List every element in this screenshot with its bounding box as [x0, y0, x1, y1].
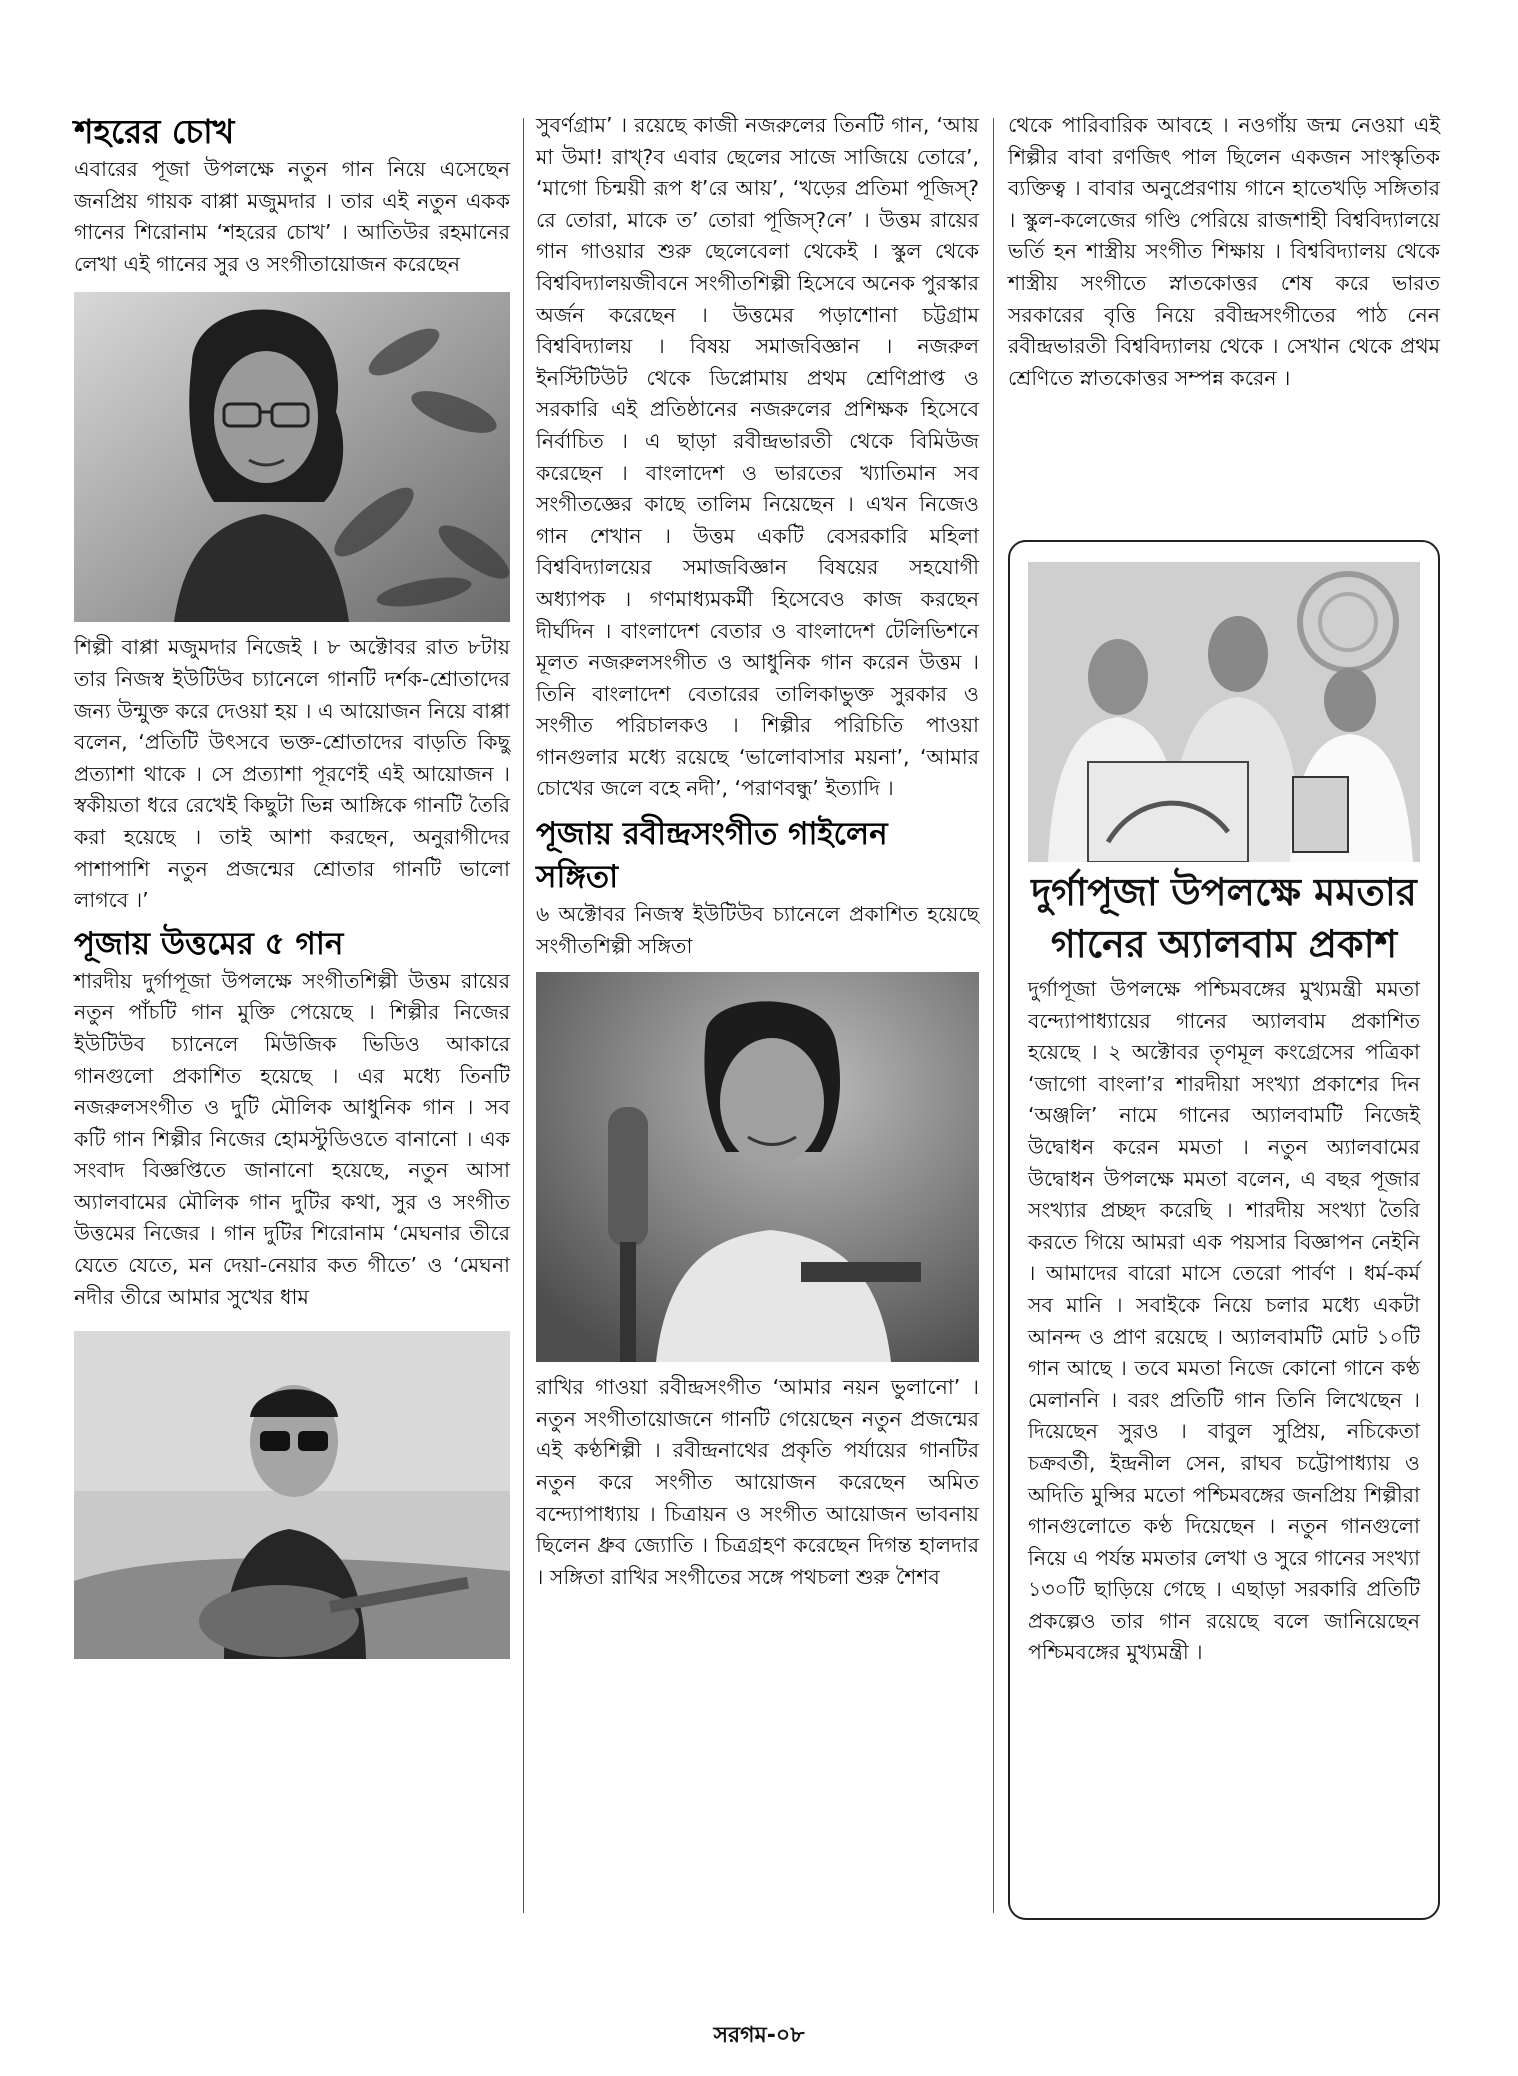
photo-uttam-roy: [74, 1331, 510, 1659]
article-paragraph: থেকে পারিবারিক আবহে । নওগাঁয় জন্ম নেওয়া এই শিল্পীর বাবা রণজিৎ পাল ছিলেন একজন সাংস্কৃতিক ব্যক্তিত্ব । বাবার অনুপ্রেরণায় গানে হাতেখড়ি সঙ্গিতার । স্কুল-কলেজের গণ্ডি পেরিয়ে রাজশাহী বিশ্ববিদ্যালয়ে ভর্তি হন শাস্ত্রীয় সংগীত শিক্ষায় । বিশ্ববিদ্যালয় থেকে শাস্ত্রীয় সংগীতে স্নাতকোত্তর শেষ করে ভারত সরকারের বৃত্তি নিয়ে রবীন্দ্রসংগীতের পাঠ নেন রবীন্দ্রভারতী বিশ্ববিদ্যালয় থেকে । সেখান থেকে প্রথম শ্রেণিতে স্নাতকোত্তর সম্পন্ন করেন ।: [1008, 113, 1440, 390]
article-paragraph: সুবর্ণগ্রাম’ । রয়েছে কাজী নজরুলের তিনটি গান, ‘আয় মা উমা! রাখ্‌?ব এবার ছেলের সাজে সাজিয়ে তোরে’, ‘মাগো চিন্ময়ী রূপ ধ’রে আয়’, ‘খড়ের প্রতিমা পূজিস্‌? রে তোরা, মাকে ত’ তোরা পূজিস্‌?নে’ । উত্তম রায়ের গান গাওয়ার শুরু ছেলেবেলা থেকেই । স্কুল থেকে বিশ্ববিদ্যালয়জীবনে সংগীতশিল্পী হিসেবে অনেক পুরস্কার অর্জন করেছেন । উত্তমের পড়াশোনা চট্টগ্রাম বিশ্ববিদ্যালয় । বিষয় সমাজবিজ্ঞান । নজরুল ইনস্টিটিউট থেকে ডিপ্লোমায় প্রথম শ্রেণিপ্রাপ্ত ও সরকারি এই প্রতিষ্ঠানের নজরুলের প্রশিক্ষক হিসেবে নির্বাচিত । এ ছাড়া রবীন্দ্রভারতী থেকে বিমিউজ করেছেন । বাংলাদেশ ও ভারতের খ্যাতিমান সব সংগীতজ্ঞের কাছে তালিম নিয়েছেন । এখন নিজেও গান শেখান । উত্তম একটি বেসরকারি মহিলা বিশ্ববিদ্যালয়ের সমাজবিজ্ঞান বিষয়ের সহযোগী অধ্যাপক । গণমাধ্যমকর্মী হিসেবেও কাজ করছেন দীর্ঘদিন । বাংলাদেশ বেতার ও বাংলাদেশ টেলিভিশনে মূলত নজরুলসংগীত ও আধুনিক গান করেন উত্তম । তিনি বাংলাদেশ বেতারের তালিকাভুক্ত সুরকার ও সংগীত পরিচালকও । শিল্পীর পরিচিতি পাওয়া গানগুলার মধ্যে রয়েছে ‘ভালোবাসার ময়না’, ‘আমার চোখের জলে বহে নদী’, ‘পরাণবন্ধু’ ইত্যাদি ।: [536, 113, 979, 801]
boxed-article-mamata: [1008, 540, 1440, 1920]
box-article-heading: দুর্গাপূজা উপলক্ষে মমতার গানের অ্যালবাম প্রকাশ: [1031, 870, 1417, 966]
article-heading-sangita: পূজায় রবীন্দ্রসংগীত গাইলেন সঙ্গিতা: [536, 816, 888, 896]
article-heading-uttam: পূজায় উত্তমের ৫ গান: [74, 925, 344, 962]
photo-mamata-album-launch: [1028, 562, 1420, 862]
column-1: [74, 110, 510, 1659]
article-paragraph: ৬ অক্টোবর নিজস্ব ইউটিউব চ্যানেলে প্রকাশিত হয়েছে সংগীতশিল্পী সঙ্গিতা: [536, 902, 979, 958]
photo-sangita-rakhi: [536, 972, 979, 1362]
article-paragraph: শিল্পী বাপ্পা মজুমদার নিজেই । ৮ অক্টোবর রাত ৮টায় তার নিজস্ব ইউটিউব চ্যানেলে গানটি দর্শক-শ্রোতাদের জন্য উন্মুক্ত করে দেওয়া হয় । এ আয়োজন নিয়ে বাপ্পা বলেন, ‘প্রতিটি উৎসবে ভক্ত-শ্রোতাদের বাড়তি কিছু প্রত্যাশা থাকে । সে প্রত্যাশা পূরণেই এই আয়োজন । স্বকীয়তা ধরে রেখেই কিছুটা ভিন্ন আঙ্গিকে গানটি তৈরি করা হয়েছে । তাই আশা করছেন, অনুরাগীদের পাশাপাশি নতুন প্রজন্মের শ্রোতার গানটি ভালো লাগবে ।’: [74, 635, 510, 913]
article-paragraph: দুর্গাপূজা উপলক্ষে পশ্চিমবঙ্গের মুখ্যমন্ত্রী মমতা বন্দ্যোপাধ্যায়ের গানের অ্যালবাম প্রকাশিত হয়েছে । ২ অক্টোবর তৃণমূল কংগ্রেসের পত্রিকা ‘জাগো বাংলা’র শারদীয়া সংখ্যা প্রকাশের দিন ‘অঞ্জলি’ নামে গানের অ্যালবামটি নিজেই উদ্বোধন করেন মমতা । নতুন অ্যালবামের উদ্বোধন উপলক্ষে মমতা বলেন, এ বছর পূজার সংখ্যার প্রচ্ছদ করেছি । শারদীয় সংখ্যা তৈরি করতে গিয়ে আমরা এক পয়সার বিজ্ঞাপন নেইনি । আমাদের বারো মাসে তেরো পার্বণ । ধর্ম-কর্ম সব মানি । সবাইকে নিয়ে চলার মধ্যে একটা আনন্দ ও প্রাণ রয়েছে । অ্যালবামটি মোট ১০টি গান আছে । তবে মমতা নিজে কোনো গানে কণ্ঠ মেলাননি । বরং প্রতিটি গান তিনি লিখেছেন । দিয়েছেন সুরও । বাবুল সুপ্রিয়, নচিকেতা চক্রবর্তী, ইন্দ্রনীল সেন, রাঘব চট্টোপাধ্যায় ও অদিতি মুন্সির মতো পশ্চিমবঙ্গের জনপ্রিয় শিল্পীরা গানগুলোতে কণ্ঠ দিয়েছেন । নতুন গানগুলো নিয়ে এ পর্যন্ত মমতার লেখা ও সুরে গানের সংখ্যা ১৩০টি ছাড়িয়ে গেছে । এছাড়া সরকারি প্রতিটি প্রকল্পেও তার গান রয়েছে বলে জানিয়েছেন পশ্চিমবঙ্গের মুখ্যমন্ত্রী ।: [1028, 977, 1420, 1665]
article-paragraph: রাখির গাওয়া রবীন্দ্রসংগীত ‘আমার নয়ন ভুলানো’ । নতুন সংগীতায়োজনে গানটি গেয়েছেন নতুন প্রজন্মের এই কণ্ঠশিল্পী । রবীন্দ্রনাথের প্রকৃতি পর্যায়ের গানটির নতুন করে সংগীত আয়োজন করেছেন অমিত বন্দ্যোপাধ্যায় । চিত্রায়ন ও সংগীত আয়োজন ভাবনায় ছিলেন ধ্রুব জ্যোতি । চিত্রগ্রহণ করেছেন দিগন্ত হালদার । সঙ্গিতা রাখির সংগীতের সঙ্গে পথচলা শুরু শৈশব: [536, 1375, 979, 1589]
photo-bappa-majumder: [74, 292, 510, 622]
page-number-footer: সরগম-০৮: [713, 2023, 805, 2048]
article-paragraph: শারদীয় দুর্গাপূজা উপলক্ষে সংগীতশিল্পী উত্তম রায়ের নতুন পাঁচটি গান মুক্তি পেয়েছে । শিল্পীর নিজের ইউটিউব চ্যানেলে মিউজিক ভিডিও আকারে গানগুলো প্রকাশিত হয়েছে । এর মধ্যে তিনটি নজরুলসংগীত ও দুটি মৌলিক আধুনিক গান । সব কটি গান শিল্পীর নিজের হোমস্টুডিওতে বানানো । এক সংবাদ বিজ্ঞপ্তিতে জানানো হয়েছে, নতুন আসা অ্যালবামের মৌলিক গান দুটির কথা, সুর ও সংগীত উত্তমের নিজের । গান দুটির শিরোনাম ‘মেঘনার তীরে যেতে যেতে, মন দেয়া-নেয়ার কত গীতে’ ও ‘মেঘনা নদীর তীরে আমার সুখের ধাম: [74, 968, 510, 1309]
column-3: [1008, 110, 1440, 394]
column-divider: [523, 118, 524, 1913]
article-heading-shohorer-chokh: শহরের চোখ: [74, 112, 235, 151]
article-paragraph: এবারের পূজা উপলক্ষে নতুন গান নিয়ে এসেছেন জনপ্রিয় গায়ক বাপ্পা মজুমদার । তার এই নতুন একক গানের শিরোনাম ‘শহরের চোখ’ । আতিউর রহমানের লেখা এই গানের সুর ও সংগীতায়োজন করেছেন: [74, 157, 510, 276]
column-divider: [993, 118, 994, 1913]
column-2: [536, 110, 979, 1593]
